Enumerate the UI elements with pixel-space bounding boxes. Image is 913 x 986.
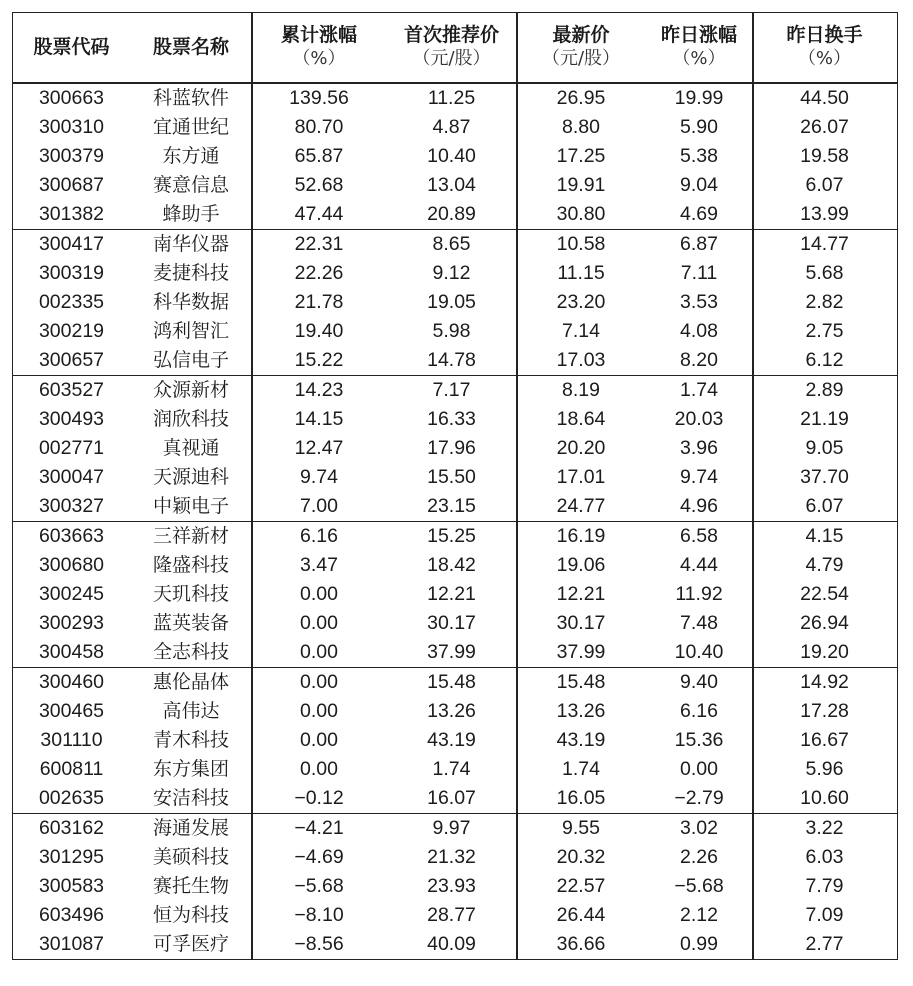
table-row [13, 930, 897, 959]
cell-stock-name: 弘信电子 [152, 348, 229, 371]
header-stock-code [13, 13, 130, 82]
cell-first-recommend-price: 7.17 [432, 378, 471, 401]
cell-stock-code: 603496 [38, 903, 105, 926]
cell-first-recommend-price: 17.96 [427, 436, 476, 459]
cell-stock-name: 美硕科技 [152, 845, 229, 868]
cell-yesterday-turnover: 5.96 [805, 757, 844, 780]
cell-latest-price: 17.03 [556, 348, 606, 371]
cell-yesterday-gain: 4.96 [680, 494, 718, 517]
table-row [13, 376, 897, 405]
cell-stock-name: 天玑科技 [152, 582, 229, 605]
cell-latest-price: 20.20 [556, 436, 606, 459]
cell-yesterday-turnover: 6.07 [805, 173, 844, 196]
cell-cumulative-gain: 12.47 [294, 436, 344, 459]
header-unit: （元/股） [412, 48, 491, 70]
cell-stock-name: 高伟达 [162, 699, 220, 722]
cell-first-recommend-price: 15.50 [427, 465, 476, 488]
cell-first-recommend-price: 21.32 [427, 845, 476, 868]
cell-stock-name: 南华仪器 [152, 232, 229, 255]
cell-yesterday-gain: 7.11 [680, 261, 718, 284]
cell-stock-code: 300687 [38, 173, 105, 196]
cell-latest-price: 8.80 [562, 115, 600, 138]
cell-stock-code: 300657 [38, 348, 105, 371]
cell-yesterday-turnover: 26.07 [800, 115, 849, 138]
cell-yesterday-gain: 15.36 [674, 728, 724, 751]
table-row [13, 697, 897, 726]
cell-latest-price: 23.20 [556, 290, 606, 313]
cell-latest-price: 30.80 [556, 202, 606, 225]
cell-stock-name: 青木科技 [152, 728, 229, 751]
cell-latest-price: 16.05 [556, 786, 606, 809]
row-group [13, 667, 897, 813]
row-group [13, 813, 897, 959]
cell-yesterday-gain: 0.99 [680, 932, 718, 955]
cell-latest-price: 20.32 [556, 845, 606, 868]
cell-yesterday-turnover: 7.79 [805, 874, 844, 897]
cell-stock-name: 可孚医疗 [152, 932, 229, 955]
cell-stock-code: 301382 [38, 202, 105, 225]
cell-cumulative-gain: 21.78 [294, 290, 344, 313]
cell-stock-code: 300293 [38, 611, 105, 634]
row-group [13, 521, 897, 667]
cell-yesterday-gain: 2.26 [680, 845, 718, 868]
cell-yesterday-turnover: 44.50 [800, 86, 849, 109]
cell-yesterday-turnover: 4.79 [805, 553, 844, 576]
cell-first-recommend-price: 15.48 [427, 670, 476, 693]
cell-yesterday-turnover: 37.70 [800, 465, 849, 488]
cell-stock-name: 科蓝软件 [152, 86, 229, 109]
cell-first-recommend-price: 5.98 [432, 319, 471, 342]
cell-stock-name: 蓝英装备 [152, 611, 229, 634]
table-row [13, 492, 897, 521]
cell-latest-price: 37.99 [556, 640, 606, 663]
cell-stock-code: 603527 [38, 378, 105, 401]
cell-cumulative-gain: 0.00 [300, 670, 338, 693]
cell-stock-code: 300493 [38, 407, 105, 430]
cell-first-recommend-price: 43.19 [427, 728, 476, 751]
cell-latest-price: 17.25 [556, 144, 606, 167]
header-unit: （%） [797, 48, 852, 70]
header-yesterday-gain [645, 13, 753, 82]
table-row [13, 259, 897, 288]
table-row [13, 638, 897, 667]
cell-first-recommend-price: 23.93 [427, 874, 476, 897]
table-row [13, 317, 897, 346]
cell-yesterday-gain: 9.40 [680, 670, 718, 693]
cell-stock-code: 603663 [38, 524, 105, 547]
cell-cumulative-gain: 19.40 [294, 319, 344, 342]
cell-first-recommend-price: 11.25 [427, 86, 476, 109]
cell-yesterday-turnover: 2.89 [805, 378, 844, 401]
cell-yesterday-gain: 10.40 [674, 640, 724, 663]
cell-stock-code: 300583 [38, 874, 105, 897]
cell-first-recommend-price: 4.87 [432, 115, 471, 138]
row-group [13, 375, 897, 521]
cell-yesterday-turnover: 6.03 [805, 845, 844, 868]
cell-first-recommend-price: 37.99 [427, 640, 476, 663]
header-unit: （%） [672, 48, 726, 70]
cell-cumulative-gain: 14.15 [294, 407, 344, 430]
cell-yesterday-gain: 20.03 [674, 407, 724, 430]
cell-stock-name: 众源新材 [152, 378, 229, 401]
cell-yesterday-gain: 3.02 [680, 816, 718, 839]
cell-first-recommend-price: 8.65 [432, 232, 471, 255]
cell-first-recommend-price: 30.17 [427, 611, 476, 634]
cell-yesterday-turnover: 6.12 [805, 348, 844, 371]
cell-stock-code: 300310 [38, 115, 105, 138]
header-label: 股票代码 [33, 35, 110, 58]
cell-stock-name: 东方集团 [152, 757, 229, 780]
cell-cumulative-gain: 0.00 [300, 611, 338, 634]
header-label: 昨日换手 [786, 24, 863, 47]
cell-cumulative-gain: −8.56 [294, 932, 344, 955]
table-row [13, 755, 897, 784]
cell-first-recommend-price: 14.78 [427, 348, 476, 371]
header-cumulative-gain [252, 13, 386, 82]
cell-yesterday-turnover: 21.19 [800, 407, 849, 430]
cell-stock-name: 麦捷科技 [152, 261, 229, 284]
cell-yesterday-turnover: 7.09 [805, 903, 844, 926]
cell-latest-price: 9.55 [562, 816, 600, 839]
cell-stock-code: 300047 [38, 465, 105, 488]
cell-stock-name: 恒为科技 [152, 903, 229, 926]
cell-yesterday-turnover: 5.68 [805, 261, 844, 284]
cell-yesterday-turnover: 10.60 [800, 786, 849, 809]
cell-stock-name: 惠伦晶体 [152, 670, 229, 693]
table-row [13, 434, 897, 463]
cell-yesterday-gain: 6.58 [680, 524, 718, 547]
cell-yesterday-gain: 9.04 [680, 173, 718, 196]
cell-cumulative-gain: 52.68 [294, 173, 344, 196]
cell-yesterday-turnover: 17.28 [800, 699, 849, 722]
cell-cumulative-gain: 139.56 [289, 86, 349, 109]
cell-stock-code: 300327 [38, 494, 105, 517]
cell-stock-name: 安洁科技 [152, 786, 229, 809]
cell-stock-code: 300465 [38, 699, 105, 722]
cell-stock-name: 海通发展 [152, 816, 229, 839]
table-row [13, 901, 897, 930]
cell-latest-price: 43.19 [556, 728, 606, 751]
cell-stock-name: 三祥新材 [152, 524, 229, 547]
cell-yesterday-gain: 6.87 [680, 232, 718, 255]
header-label: 股票名称 [152, 35, 229, 58]
table-row [13, 814, 897, 843]
cell-yesterday-turnover: 2.75 [805, 319, 844, 342]
cell-stock-code: 300417 [38, 232, 105, 255]
cell-stock-name: 科华数据 [152, 290, 229, 313]
cell-latest-price: 15.48 [556, 670, 606, 693]
cell-stock-code: 301295 [38, 845, 105, 868]
cell-cumulative-gain: −8.10 [294, 903, 344, 926]
cell-yesterday-gain: 1.74 [680, 378, 718, 401]
cell-stock-code: 300680 [38, 553, 105, 576]
cell-stock-name: 中颖电子 [152, 494, 229, 517]
cell-cumulative-gain: 0.00 [300, 699, 338, 722]
cell-first-recommend-price: 12.21 [427, 582, 476, 605]
cell-first-recommend-price: 28.77 [427, 903, 476, 926]
cell-first-recommend-price: 19.05 [427, 290, 476, 313]
cell-yesterday-turnover: 3.22 [805, 816, 844, 839]
table-body [13, 84, 897, 959]
table-row [13, 200, 897, 229]
cell-cumulative-gain: −4.69 [294, 845, 344, 868]
cell-yesterday-turnover: 19.58 [800, 144, 849, 167]
header-first-recommend-price [386, 13, 517, 82]
table-row [13, 288, 897, 317]
cell-yesterday-gain: 2.12 [680, 903, 718, 926]
stock-table [12, 12, 898, 960]
table-row [13, 872, 897, 901]
cell-latest-price: 11.15 [557, 261, 605, 284]
table-row [13, 84, 897, 113]
cell-yesterday-gain: 8.20 [680, 348, 718, 371]
cell-first-recommend-price: 9.97 [432, 816, 471, 839]
cell-yesterday-gain: 0.00 [680, 757, 718, 780]
cell-stock-code: 300219 [38, 319, 105, 342]
cell-yesterday-turnover: 2.82 [805, 290, 844, 313]
header-label: 累计涨幅 [280, 24, 357, 47]
cell-yesterday-gain: 4.08 [680, 319, 718, 342]
cell-yesterday-gain: 5.38 [680, 144, 718, 167]
cell-stock-name: 天源迪科 [152, 465, 229, 488]
cell-first-recommend-price: 10.40 [427, 144, 476, 167]
column-divider [251, 13, 252, 959]
cell-yesterday-gain: 4.69 [680, 202, 718, 225]
cell-cumulative-gain: 65.87 [294, 144, 344, 167]
table-row [13, 843, 897, 872]
cell-stock-name: 真视通 [162, 436, 220, 459]
header-label: 昨日涨幅 [660, 24, 737, 47]
cell-cumulative-gain: 3.47 [300, 553, 338, 576]
cell-latest-price: 30.17 [556, 611, 606, 634]
cell-stock-name: 鸿利智汇 [152, 319, 229, 342]
cell-yesterday-turnover: 14.77 [800, 232, 849, 255]
cell-cumulative-gain: 0.00 [300, 640, 338, 663]
cell-yesterday-gain: 3.96 [680, 436, 718, 459]
cell-latest-price: 17.01 [556, 465, 606, 488]
cell-yesterday-gain: 5.90 [680, 115, 718, 138]
table-row [13, 142, 897, 171]
table-row [13, 580, 897, 609]
cell-stock-code: 600811 [39, 757, 104, 780]
cell-cumulative-gain: −5.68 [294, 874, 344, 897]
cell-stock-code: 300319 [38, 261, 105, 284]
cell-stock-code: 300245 [38, 582, 105, 605]
table-row [13, 113, 897, 142]
cell-cumulative-gain: 47.44 [294, 202, 344, 225]
header-unit: （%） [292, 48, 346, 70]
table-row [13, 609, 897, 638]
cell-yesterday-gain: 4.44 [680, 553, 718, 576]
header-yesterday-turnover [753, 13, 896, 82]
cell-yesterday-turnover: 9.05 [805, 436, 844, 459]
cell-stock-code: 301087 [38, 932, 105, 955]
table-row [13, 668, 897, 697]
cell-yesterday-gain: 7.48 [680, 611, 718, 634]
header-latest-price [517, 13, 645, 82]
cell-yesterday-turnover: 13.99 [800, 202, 849, 225]
table-row [13, 171, 897, 200]
cell-latest-price: 12.21 [556, 582, 606, 605]
cell-latest-price: 36.66 [556, 932, 606, 955]
table-row [13, 784, 897, 813]
cell-latest-price: 24.77 [556, 494, 606, 517]
cell-latest-price: 10.58 [556, 232, 606, 255]
cell-stock-name: 隆盛科技 [152, 553, 229, 576]
cell-cumulative-gain: 14.23 [294, 378, 344, 401]
cell-stock-code: 301110 [40, 728, 103, 751]
cell-first-recommend-price: 9.12 [432, 261, 471, 284]
table-row [13, 522, 897, 551]
cell-yesterday-gain: 3.53 [680, 290, 718, 313]
cell-stock-name: 宜通世纪 [152, 115, 229, 138]
cell-yesterday-turnover: 6.07 [805, 494, 844, 517]
column-divider [516, 13, 517, 959]
cell-latest-price: 19.91 [556, 173, 606, 196]
cell-yesterday-gain: 6.16 [680, 699, 718, 722]
cell-stock-code: 002335 [38, 290, 105, 313]
column-divider [752, 13, 753, 959]
cell-stock-code: 300663 [38, 86, 105, 109]
cell-latest-price: 18.64 [556, 407, 606, 430]
cell-yesterday-turnover: 26.94 [800, 611, 849, 634]
cell-yesterday-turnover: 14.92 [800, 670, 849, 693]
cell-first-recommend-price: 23.15 [427, 494, 476, 517]
cell-latest-price: 8.19 [562, 378, 600, 401]
cell-yesterday-turnover: 2.77 [805, 932, 844, 955]
cell-yesterday-turnover: 19.20 [800, 640, 849, 663]
cell-stock-code: 002771 [38, 436, 105, 459]
cell-yesterday-gain: −5.68 [674, 874, 724, 897]
row-group [13, 84, 897, 229]
header-stock-name [130, 13, 252, 82]
table-row [13, 405, 897, 434]
cell-yesterday-gain: 9.74 [680, 465, 718, 488]
cell-stock-name: 赛意信息 [152, 173, 229, 196]
cell-latest-price: 19.06 [556, 553, 606, 576]
cell-cumulative-gain: 0.00 [300, 757, 338, 780]
cell-cumulative-gain: 0.00 [300, 582, 338, 605]
cell-cumulative-gain: 22.26 [294, 261, 344, 284]
cell-latest-price: 26.44 [556, 903, 606, 926]
cell-first-recommend-price: 16.07 [427, 786, 476, 809]
cell-yesterday-turnover: 16.67 [800, 728, 849, 751]
table-row [13, 551, 897, 580]
cell-yesterday-gain: 11.92 [675, 582, 723, 605]
cell-first-recommend-price: 13.26 [427, 699, 476, 722]
cell-yesterday-gain: −2.79 [674, 786, 724, 809]
cell-first-recommend-price: 1.74 [432, 757, 471, 780]
cell-latest-price: 1.74 [562, 757, 600, 780]
table-row [13, 463, 897, 492]
cell-latest-price: 26.95 [556, 86, 606, 109]
cell-cumulative-gain: 80.70 [294, 115, 344, 138]
header-unit: （元/股） [541, 48, 621, 70]
cell-first-recommend-price: 16.33 [427, 407, 476, 430]
cell-cumulative-gain: −0.12 [294, 786, 344, 809]
cell-cumulative-gain: 6.16 [300, 524, 338, 547]
cell-first-recommend-price: 15.25 [427, 524, 476, 547]
cell-latest-price: 16.19 [556, 524, 606, 547]
cell-stock-name: 蜂助手 [162, 202, 220, 225]
table-row [13, 346, 897, 375]
cell-cumulative-gain: 0.00 [300, 728, 338, 751]
cell-stock-code: 002635 [38, 786, 105, 809]
table-row [13, 230, 897, 259]
row-group [13, 229, 897, 375]
header-label: 最新价 [552, 24, 610, 47]
cell-stock-name: 润欣科技 [152, 407, 229, 430]
cell-latest-price: 7.14 [562, 319, 600, 342]
cell-first-recommend-price: 40.09 [427, 932, 476, 955]
cell-yesterday-turnover: 22.54 [800, 582, 849, 605]
cell-stock-code: 300379 [38, 144, 105, 167]
table-row [13, 726, 897, 755]
cell-stock-code: 300460 [38, 670, 105, 693]
cell-latest-price: 13.26 [556, 699, 606, 722]
cell-stock-code: 300458 [38, 640, 105, 663]
cell-stock-name: 全志科技 [152, 640, 229, 663]
cell-stock-name: 赛托生物 [152, 874, 229, 897]
cell-first-recommend-price: 18.42 [427, 553, 476, 576]
cell-yesterday-turnover: 4.15 [805, 524, 844, 547]
cell-cumulative-gain: 7.00 [300, 494, 338, 517]
table-header [13, 13, 897, 84]
cell-yesterday-gain: 19.99 [674, 86, 724, 109]
header-label: 首次推荐价 [403, 24, 499, 47]
cell-cumulative-gain: 9.74 [300, 465, 338, 488]
cell-stock-code: 603162 [38, 816, 105, 839]
cell-cumulative-gain: −4.21 [294, 816, 344, 839]
cell-first-recommend-price: 20.89 [427, 202, 476, 225]
cell-latest-price: 22.57 [556, 874, 606, 897]
cell-stock-name: 东方通 [162, 144, 220, 167]
cell-first-recommend-price: 13.04 [427, 173, 476, 196]
cell-cumulative-gain: 22.31 [294, 232, 344, 255]
cell-cumulative-gain: 15.22 [294, 348, 344, 371]
